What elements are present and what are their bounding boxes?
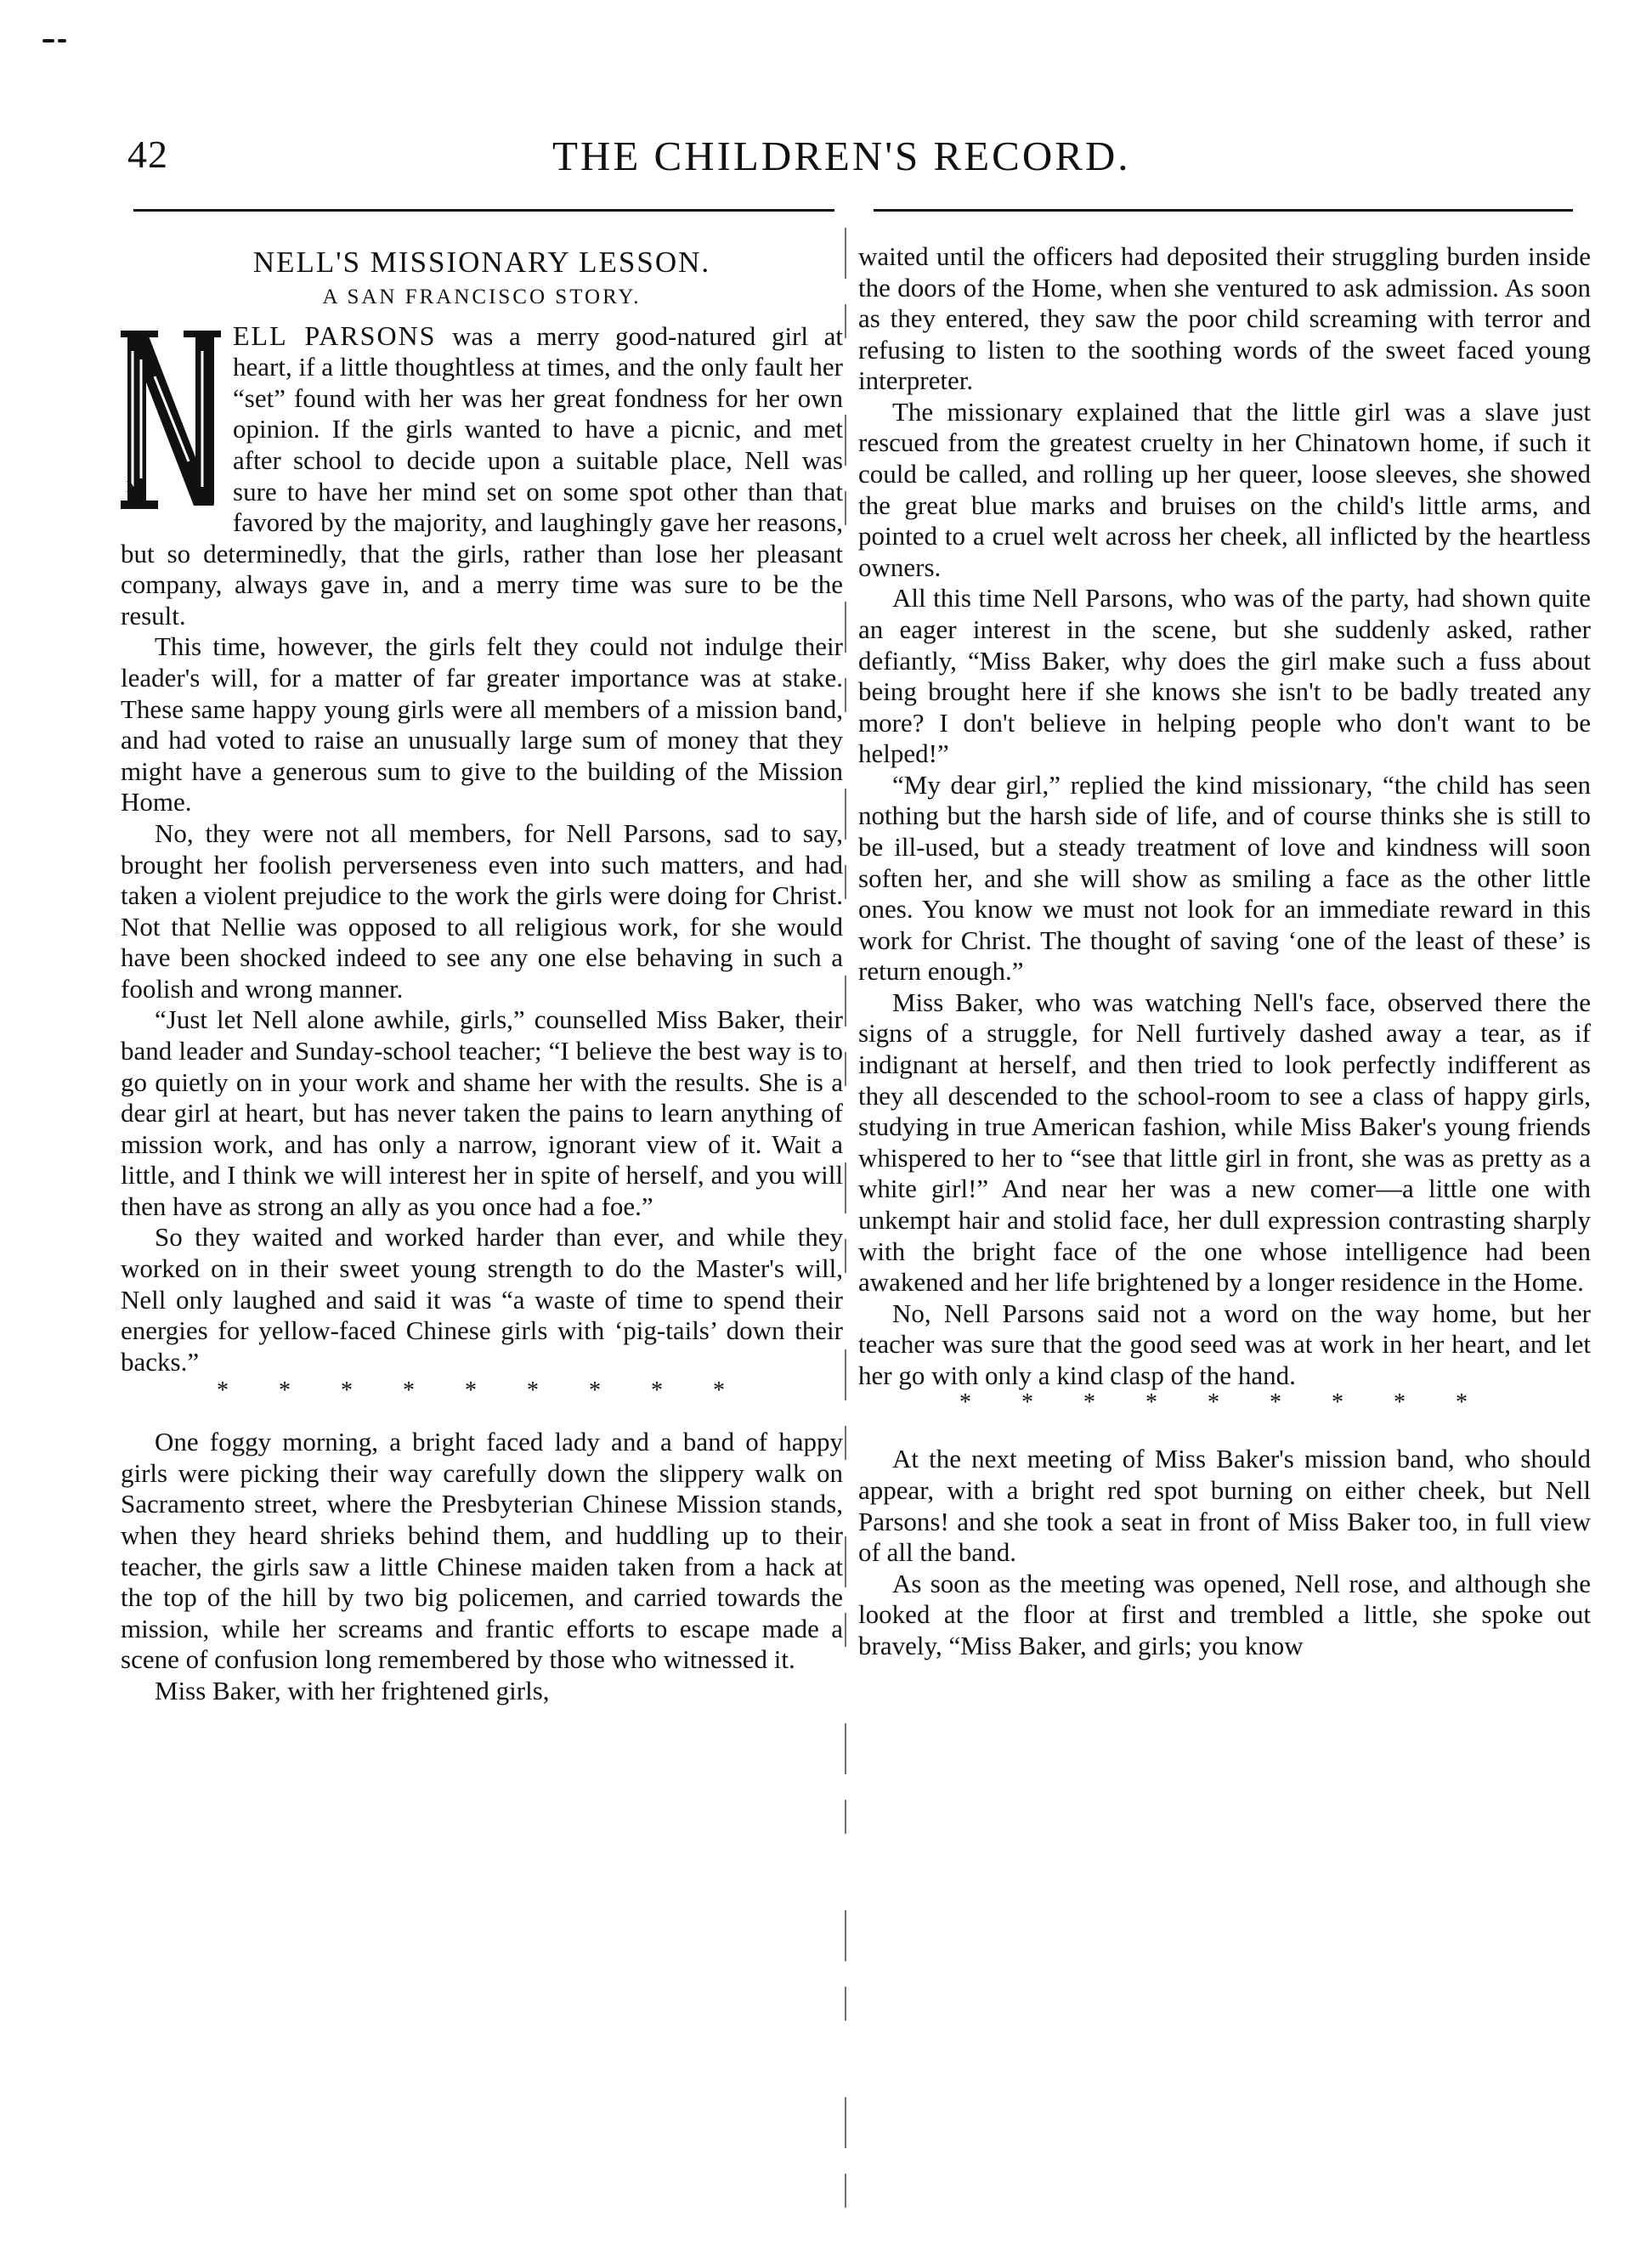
- paragraph-left-4: So they waited and worked harder than ever, and while they worked on in their sweet young strength to do the Master's will, Nell only laughed and said it was “a waste of time to spend their energies for yellow-faced Chinese girls with ‘pig-tails’ down their backs.”: [121, 1222, 843, 1377]
- header-rule-left: [133, 209, 834, 212]
- opening-paragraph-text: was a merry good-natured girl at heart, if a little thoughtless at times, and the only fault her “set” found with her was her great fondness for her own opinion. If the girls wanted to have a picnic, and met after school to decide upon a suitable place, Nell was sure to have her mind set on some spot other than that favored by the majority, and laughingly gave her reasons, but so determinedly, that the girls, rather than lose her pleasant company, always gave in, and a merry time was sure to be the result.: [121, 320, 843, 631]
- paragraph-left-2: No, they were not all members, for Nell Parsons, sad to say, brought her foolish perverseness even into such matters, and had taken a violent prejudice to the work the girls were doing for Christ. Not that Nellie was opposed to all religious work, for she would have been shocked indeed to see any one else behaving in such a foolish and wrong manner.: [121, 817, 843, 1004]
- paragraph-right-5: No, Nell Parsons said not a word on the way home, but her teacher was sure that the good seed was at work in her heart, and let her go with only a kind clasp of the hand.: [858, 1298, 1591, 1390]
- paragraph-left-3: “Just let Nell alone awhile, girls,” counselled Miss Baker, their band leader and Sunday-school teacher; “I believe the best way is to go quietly on in your work and shame her with the results. She is a dear girl at heart, but has never taken the pains to learn anything of mission work, and has only a narrow, ignorant view of it. Wait a little, and I think we will interest her in spite of herself, and you will then have as strong an ally as you once had a foe.”: [121, 1004, 843, 1221]
- paragraph-right-3: “My dear girl,” replied the kind missionary, “the child has seen nothing but the harsh side of life, and of course thinks she is still to be ill-used, but a steady treatment of love and kindness will soon soften her, and she will show as smiling a face as the other little ones. You know we must not look for an immediate reward in this work for Christ. The thought of saving ‘one of the least of these’ is return enough.”: [858, 769, 1591, 987]
- paragraph-right-6: At the next meeting of Miss Baker's mission band, who should appear, with a bright red spot burning on either cheek, but Nell Parsons! and she took a seat in front of Miss Baker too, in full view of all the band.: [858, 1444, 1591, 1568]
- drop-cap-continuation: ELL PARSONS: [233, 320, 437, 351]
- opening-paragraph: [121, 320, 843, 632]
- header-rule-right: [874, 209, 1573, 212]
- paragraph-left-5: One foggy morning, a bright faced lady and a band of happy girls were picking their way carefully down the slippery walk on Sacramento street, where the Presbyterian Chinese Mission stands, when they heard shrieks behind them, and huddling up to their teacher, the girls saw a little Chinese maiden taken from a hack at the top of the hill by two big policemen, and carried towards the mission, while her screams and frantic efforts to escape made a scene of confusion long remembered by those who witnessed it.: [121, 1427, 843, 1675]
- paragraph-left-6: Miss Baker, with her frightened girls,: [155, 1675, 550, 1705]
- article-subtitle: A SAN FRANCISCO STORY.: [322, 285, 642, 308]
- paragraph-right-2: All this time Nell Parsons, who was of the party, had shown quite an eager interest in the scene, but she suddenly asked, rather defiantly, “Miss Baker, why does the girl make such a fuss about being brought here if she knows she isn't to be badly treated any more? I don't believe in helping people who don't want to be helped!”: [858, 583, 1591, 769]
- paragraph-right-continuation: waited until the officers had deposited their struggling burden inside the doors of the Home, when she ventured to ask admission. As soon as they entered, they saw the poor child screaming with terror and refusing to listen to the soothing words of the sweet faced young interpreter.: [858, 241, 1591, 396]
- right-column: [858, 229, 1591, 2243]
- section-break-right: * * * * * * * * *: [959, 1389, 1490, 1417]
- article-title: NELL'S MISSIONARY LESSON.: [252, 246, 711, 279]
- paragraph-right-4: Miss Baker, who was watching Nell's face, observed there the signs of a struggle, for Nell furtively dashed away a tear, as if indignant at herself, and then tried to look perfectly indifferent as they all descended to the school-room to see a class of happy girls, studying in true American fashion, while Miss Baker's young friends whispered to her to “see that little girl in front, she was as pretty as a white girl!” And near her was a new comer—a little one with unkempt hair and stolid face, her dull expression contrasting sharply with the bright face of the one whose intelligence had been awakened and her life brightened by a longer residence in the Home.: [858, 987, 1591, 1298]
- paragraph-right-7: As soon as the meeting was opened, Nell rose, and although she looked at the floor at first and trembled a little, she spoke out bravely, “Miss Baker, and girls; you know: [858, 1568, 1591, 1660]
- running-head: [127, 132, 1589, 191]
- paragraph-right-1: The missionary explained that the little girl was a slave just rescued from the greatest cruelty in her Chinatown home, if such it could be called, and rolling up her queer, loose sleeves, she showed the great blue marks and bruises on the child's little arms, and pointed to a cruel welt across her cheek, all inflicted by the heartless owners.: [858, 396, 1591, 582]
- left-column: [121, 229, 843, 2243]
- running-title: THE CHILDREN'S RECORD.: [552, 133, 1131, 179]
- corner-ink-mark: [42, 37, 73, 44]
- page-number: 42: [127, 133, 168, 176]
- drop-cap-n: [121, 325, 221, 514]
- paragraph-left-1: This time, however, the girls felt they could not indulge their leader's will, for a matter of far greater importance was at stake. These same happy young girls were all members of a mission band, and had voted to raise an unusually large sum of money that they might have a generous sum to give to the building of the Mission Home.: [121, 631, 843, 817]
- column-divider: [845, 228, 846, 2233]
- section-break-left: * * * * * * * * *: [217, 1377, 747, 1405]
- svg-text:N: N: [126, 477, 139, 496]
